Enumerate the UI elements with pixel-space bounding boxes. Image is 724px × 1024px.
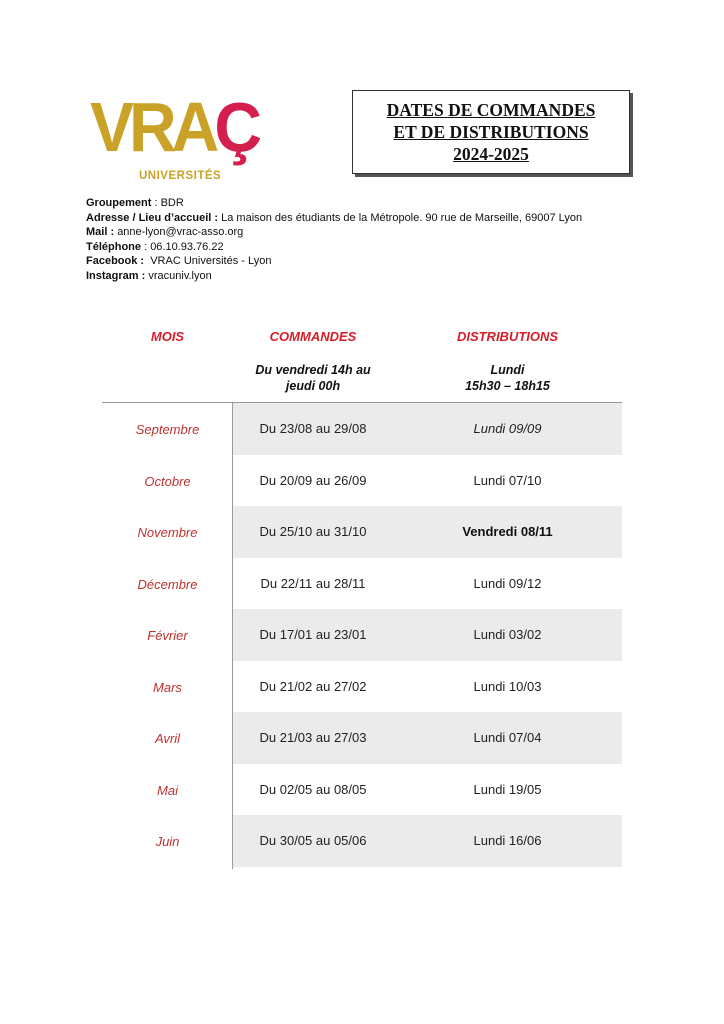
- month-cell: Avril: [154, 731, 181, 747]
- distribution-cell: Vendredi 08/11: [462, 524, 553, 540]
- month-cell: Décembre: [137, 576, 198, 592]
- subheader-orders: Du vendredi 14h au jeudi 00h: [255, 363, 371, 393]
- table-row: [102, 609, 622, 661]
- distribution-cell: Lundi 10/03: [473, 678, 542, 694]
- schedule-table: [102, 403, 622, 867]
- table-column-divider: [232, 402, 233, 869]
- orders-cell: Du 20/09 au 26/09: [259, 472, 367, 488]
- month-cell: Mars: [153, 679, 182, 695]
- orders-cell: Du 21/03 au 27/03: [259, 730, 367, 746]
- month-cell: Mai: [157, 782, 178, 798]
- distribution-cell: Lundi 19/05: [473, 781, 542, 797]
- table-row: [102, 455, 622, 507]
- distribution-cell: Lundi 07/10: [473, 472, 542, 488]
- header-distributions: DISTRIBUTIONS: [456, 329, 559, 344]
- table-row: [102, 506, 622, 558]
- info-mail: Mail : anne-lyon@vrac-asso.org: [86, 226, 244, 239]
- distribution-cell: Lundi 09/12: [473, 575, 542, 591]
- orders-cell: Du 23/08 au 29/08: [259, 421, 367, 437]
- month-cell: Juin: [155, 834, 180, 850]
- info-group: Groupement : BDR: [86, 197, 184, 209]
- table-row: [102, 712, 622, 764]
- subheader-distributions: Lundi 15h30 – 18h15: [465, 363, 550, 393]
- title-line-3: 2024-2025: [453, 144, 529, 164]
- distribution-cell: Lundi 07/04: [473, 730, 542, 746]
- month-cell: Octobre: [144, 473, 191, 489]
- table-row: [102, 815, 622, 867]
- info-address: Adresse / Lieu d’accueil : La maison des étudiants de la Métropole. 90 rue de Marseille, 69007 Lyon: [86, 211, 583, 224]
- logo-subtitle: UNIVERSITÉS: [139, 170, 222, 182]
- table-row: [102, 403, 622, 455]
- contact-info: [86, 196, 582, 284]
- logo-wordmark: VRAÇ: [90, 87, 258, 166]
- orders-cell: Du 17/01 au 23/01: [259, 627, 367, 643]
- orders-cell: Du 30/05 au 05/06: [259, 833, 367, 849]
- distribution-cell: Lundi 09/09: [473, 421, 542, 437]
- info-phone: Téléphone : 06.10.93.76.22: [86, 240, 224, 253]
- table-row: [102, 764, 622, 816]
- header-orders: COMMANDES: [269, 329, 357, 344]
- info-instagram: Instagram : vracuniv.lyon: [86, 269, 212, 282]
- vrac-logo: [90, 87, 260, 184]
- orders-cell: Du 02/05 au 08/05: [259, 781, 367, 797]
- orders-cell: Du 25/10 au 31/10: [259, 524, 367, 540]
- month-cell: Février: [147, 628, 188, 644]
- distribution-cell: Lundi 03/02: [473, 627, 542, 643]
- orders-cell: Du 21/02 au 27/02: [259, 678, 367, 694]
- month-cell: Novembre: [137, 525, 198, 541]
- distribution-cell: Lundi 16/06: [473, 833, 542, 849]
- title-line-1: DATES DE COMMANDES: [386, 100, 596, 120]
- table-row: [102, 558, 622, 610]
- document-title-box: [352, 90, 630, 174]
- orders-cell: Du 22/11 au 28/11: [260, 575, 366, 591]
- info-facebook: Facebook : VRAC Universités - Lyon: [86, 255, 272, 268]
- header-month: MOIS: [150, 329, 185, 344]
- table-row: [102, 661, 622, 713]
- title-line-2: ET DE DISTRIBUTIONS: [393, 122, 589, 142]
- month-cell: Septembre: [135, 422, 200, 438]
